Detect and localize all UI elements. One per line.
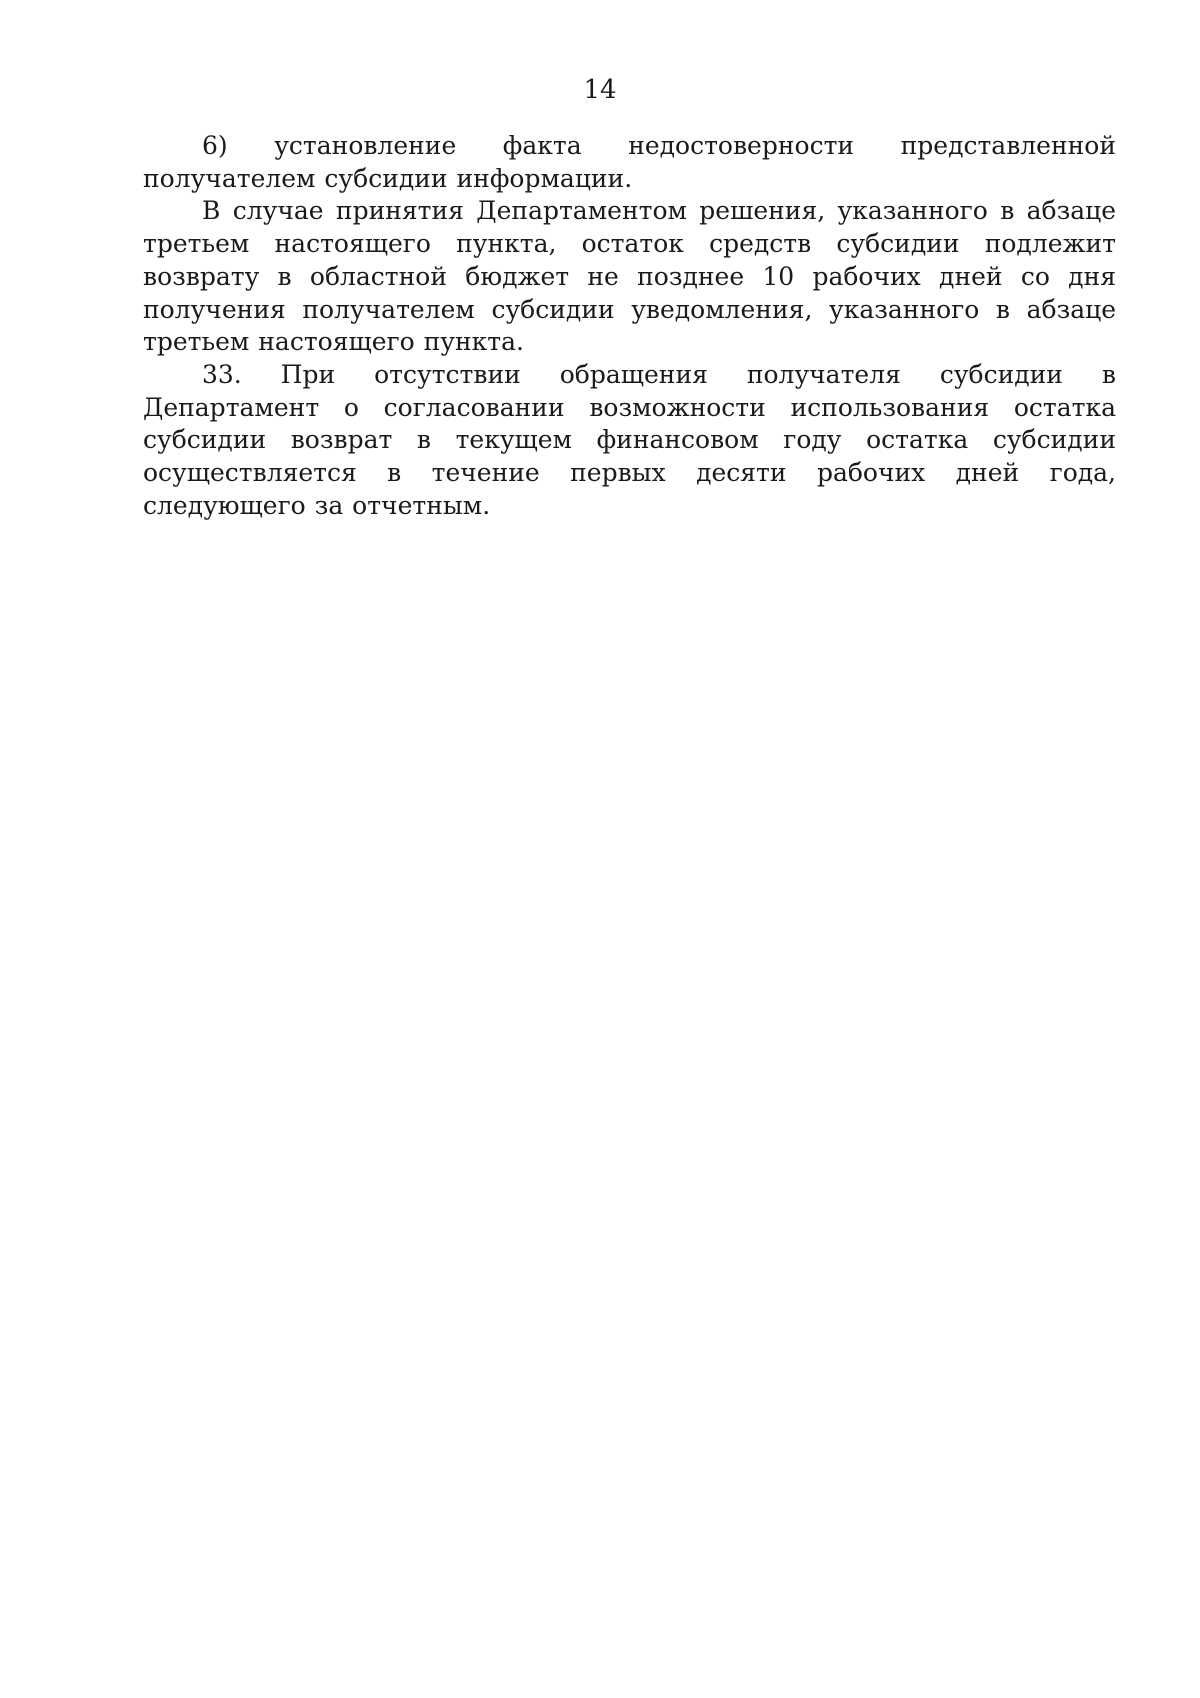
paragraph-department-decision: В случае принятия Департаментом решения, указанного в абзаце третьем настоящего пункта, остаток средств субсидии подлежит возврату в областной бюджет не позднее 10 рабочих дней со дня получения получателем субсидии уведомления, указанного в абзаце третьем настоящего пункта.	[143, 196, 1116, 357]
document-body	[143, 130, 1116, 522]
page-number: 14	[583, 75, 617, 105]
paragraph-point-33: 33. При отсутствии обращения получателя субсидии в Департамент о согласовании возможности использования остатка субсидии возврат в текущем финансовом году остатка субсидии осуществляется в течение первых десяти рабочих дней года, следующего за отчетным.	[143, 359, 1116, 520]
paragraph-item-6: 6) установление факта недостоверности представленной получателем субсидии информации.	[143, 131, 1116, 193]
